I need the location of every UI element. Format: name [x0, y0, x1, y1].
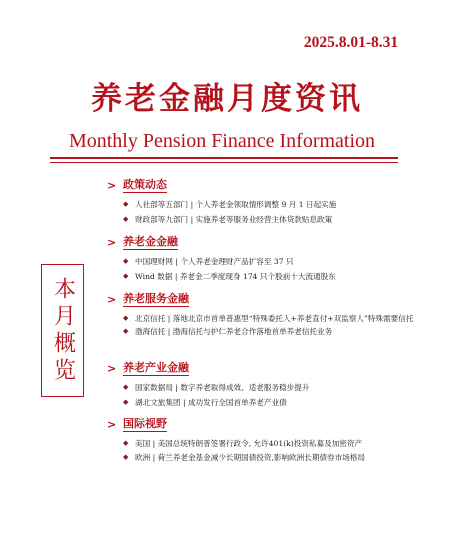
section-header: [107, 176, 427, 194]
list-item[interactable]: ◆ 人社部等五部门 | 个人养老金领取情形调整 9 月 1 日起实施: [123, 200, 337, 209]
bullet-icon: ◆: [123, 257, 129, 265]
bullet-icon: ◆: [123, 271, 129, 280]
section-elderly-industry-finance: [107, 359, 427, 415]
bullet-icon: ◆: [123, 326, 129, 335]
section-policy: [107, 176, 427, 233]
bullet-icon: ◆: [123, 439, 129, 447]
chevron-right-icon: >: [107, 292, 117, 306]
list-item[interactable]: ◆ 北京信托 | 落地北京市首单普惠型“特殊委托人+养老直付+双监察人”特殊需要信托: [123, 314, 414, 323]
list-item[interactable]: ◆ 国家数据局 | 数字养老取得成效、适老服务稳步提升: [123, 383, 310, 392]
chevron-right-icon: >: [107, 178, 117, 192]
section-header: [107, 415, 427, 433]
section-header: [107, 359, 427, 377]
sections-list: [107, 176, 427, 463]
chevron-right-icon: >: [107, 235, 117, 249]
list-item[interactable]: ◆ 欧洲 | 荷兰养老金基金减少长期国债投资,影响欧洲长期债券市场格局: [123, 452, 366, 462]
list-item[interactable]: ◆ Wind 数据 | 养老金二季度现身 174 只个股前十大流通股东: [123, 271, 336, 281]
section-international: [107, 415, 427, 463]
bullet-icon: ◆: [123, 200, 129, 208]
section-title[interactable]: 政策动态: [123, 177, 167, 191]
section-title[interactable]: 养老服务金融: [123, 291, 189, 305]
section-elderly-service-finance: [107, 290, 427, 359]
header-rule-thick: [50, 157, 398, 159]
page-title-en: Monthly Pension Finance Information: [68, 130, 376, 152]
page-title-cn: 养老金融月度资讯: [91, 81, 363, 117]
header-rule-thin: [50, 162, 398, 163]
section-header: [107, 233, 427, 251]
overview-label: 本月概览: [50, 276, 76, 385]
list-item[interactable]: ◆ 财政部等九部门 | 实施养老等服务业经营主体贷款贴息政策: [123, 214, 333, 224]
bullet-icon: ◆: [123, 214, 129, 223]
bullet-icon: ◆: [123, 397, 129, 406]
bullet-icon: ◆: [123, 383, 129, 391]
section-pension-fund-finance: [107, 233, 427, 290]
bullet-icon: ◆: [123, 452, 129, 461]
section-title[interactable]: 养老金金融: [123, 234, 178, 248]
bullet-icon: ◆: [123, 314, 129, 322]
list-item[interactable]: ◆ 中国理财网 | 个人养老金理财产品扩容至 37 只: [123, 257, 294, 266]
list-item[interactable]: ◆ 渤海信托 | 渤海信托与护仁养老合作落地首单养老信托业务: [123, 326, 333, 336]
section-title[interactable]: 养老产业金融: [123, 360, 189, 374]
chevron-right-icon: >: [107, 361, 117, 375]
chevron-right-icon: >: [107, 417, 117, 431]
list-item[interactable]: ◆ 湖北文旅集团 | 成功发行全国首单养老产业债: [123, 397, 287, 407]
overview-label-box: [41, 264, 84, 397]
list-item[interactable]: ◆ 美国 | 美国总统特朗普签署行政令, 允许401(k)投资私募及加密资产: [123, 439, 363, 448]
section-header: [107, 290, 427, 308]
date-range: 2025.8.01-8.31: [303, 34, 399, 51]
section-title[interactable]: 国际视野: [123, 416, 167, 430]
